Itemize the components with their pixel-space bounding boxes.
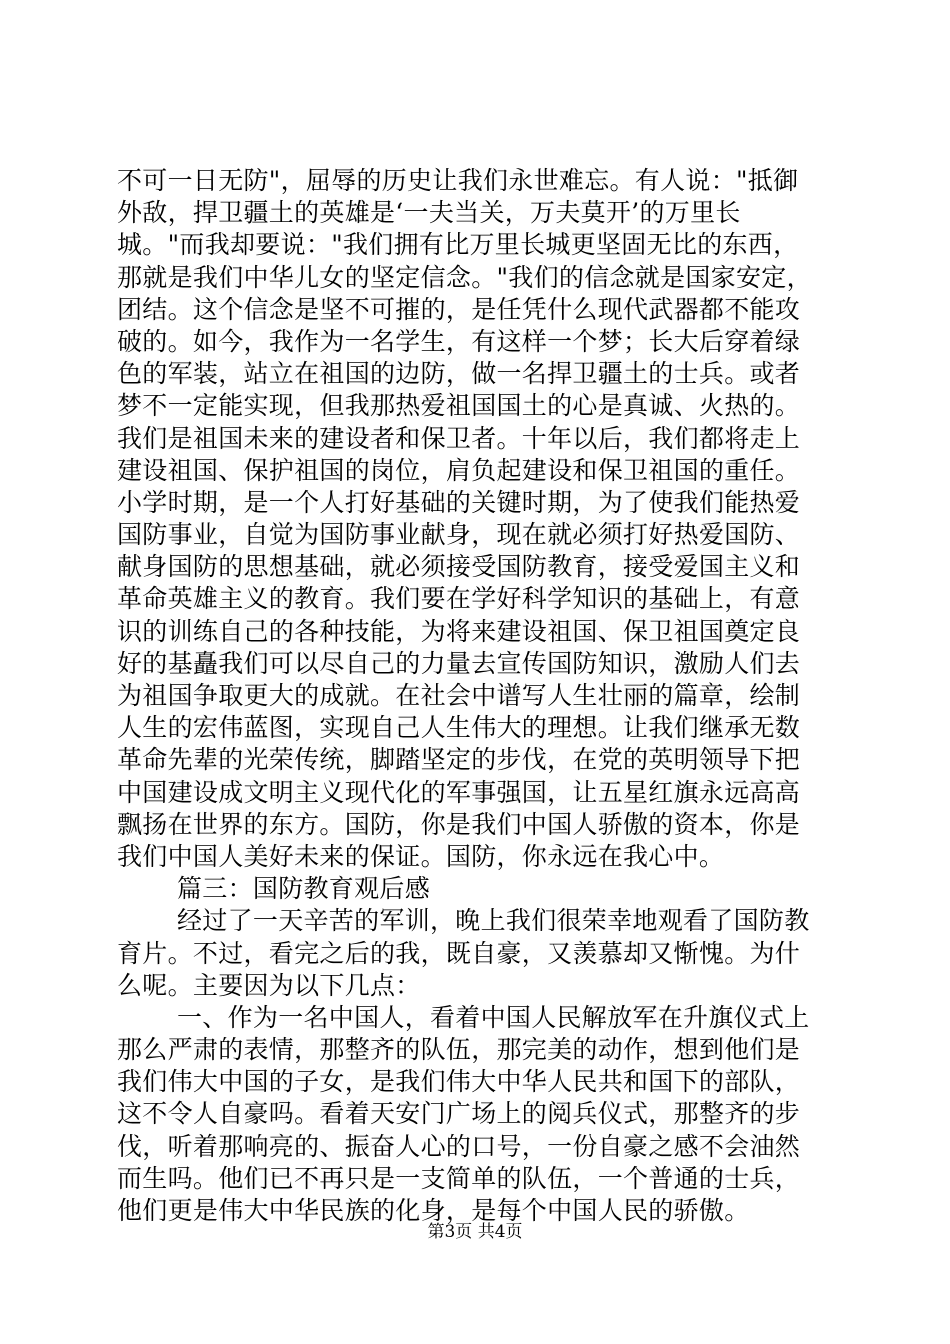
paragraph: [117, 873, 833, 905]
text-line: 建设祖国、保护祖国的岗位，肩负起建设和保卫祖国的重任。: [117, 455, 801, 485]
paragraph: [117, 905, 833, 1002]
text-line: 一、作为一名中国人，看着中国人民解放军在升旗仪式上: [177, 1002, 810, 1032]
text-line: 人生的宏伟蓝图，实现自己人生伟大的理想。让我们继承无数: [117, 713, 801, 743]
text-line: 那就是我们中华儿女的坚定信念。"我们的信念就是国家安定，: [117, 262, 812, 292]
text-line: 团结。这个信念是坚不可摧的，是任凭什么现代武器都不能攻: [117, 294, 801, 324]
text-line: 好的基矗我们可以尽自己的力量去宣传国防知识，激励人们去: [117, 648, 801, 678]
text-line: 我们是祖国未来的建设者和保卫者。十年以后，我们都将走上: [117, 423, 801, 453]
text-line: 篇三：国防教育观后感: [177, 874, 431, 904]
paragraph: [117, 1002, 833, 1227]
text-line: 献身国防的思想基础，就必须接受国防教育，接受爱国主义和: [117, 552, 801, 582]
text-line: 他们更是伟大中华民族的化身，是每个中国人民的骄傲。: [117, 1196, 750, 1225]
text-line: 小学时期，是一个人打好基础的关键时期，为了使我们能热爱: [117, 487, 801, 517]
document-body: [117, 165, 833, 1227]
text-line: 中国建设成文明主义现代化的军事强国，让五星红旗永远高高: [117, 777, 801, 807]
text-line: 色的军装，站立在祖国的边防，做一名捍卫疆土的士兵。或者: [117, 359, 801, 389]
text-line: 不可一日无防"，屈辱的历史让我们永世难忘。有人说："抵御: [117, 166, 799, 195]
text-line: 为祖国争取更大的成就。在社会中谱写人生壮丽的篇章，绘制: [117, 681, 801, 710]
text-line: 梦不一定能实现，但我那热爱祖国国土的心是真诚、火热的。: [117, 391, 801, 421]
page-number-label: 第3页 共4页: [427, 1222, 523, 1242]
text-line: 伐，听着那响亮的、振奋人心的口号，一份自豪之感不会油然: [117, 1131, 801, 1161]
text-line: 破的。如今，我作为一名学生，有这样一个梦；长大后穿着绿: [117, 326, 801, 356]
text-line: 国防事业，自觉为国防事业献身，现在就必须打好热爱国防、: [117, 520, 801, 550]
text-line: 而生吗。他们已不再只是一支简单的队伍，一个普通的士兵，: [117, 1163, 801, 1193]
paragraph: [117, 165, 833, 873]
page-footer: [0, 1217, 950, 1242]
text-line: 飘扬在世界的东方。国防，你是我们中国人骄傲的资本，你是: [117, 809, 801, 839]
text-line: 我们伟大中国的子女，是我们伟大中华人民共和国下的部队，: [117, 1067, 801, 1097]
text-line: 经过了一天辛苦的军训，晚上我们很荣幸地观看了国防教: [177, 906, 810, 936]
text-line: 这不令人自豪吗。看着天安门广场上的阅兵仪式，那整齐的步: [117, 1099, 801, 1129]
text-line: 我们中国人美好未来的保证。国防，你永远在我心中。: [117, 841, 725, 871]
text-line: 育片。不过，看完之后的我，既自豪，又羡慕却又惭愧。为什: [117, 938, 801, 968]
text-line: 那么严肃的表情，那整齐的队伍，那完美的动作，想到他们是: [117, 1035, 801, 1065]
text-line: 城。"而我却要说："我们拥有比万里长城更坚固无比的东西，: [117, 230, 799, 260]
text-line: 革命先辈的光荣传统，脚踏坚定的步伐，在党的英明领导下把: [117, 745, 801, 775]
text-line: 革命英雄主义的教育。我们要在学好科学知识的基础上，有意: [117, 584, 801, 614]
text-line: 外敌，捍卫疆土的英雄是‘一夫当关，万夫莫开’的万里长: [117, 198, 741, 228]
text-line: 识的训练自己的各种技能，为将来建设祖国、保卫祖国奠定良: [117, 616, 801, 646]
text-line: 么呢。主要因为以下几点：: [117, 970, 421, 1000]
